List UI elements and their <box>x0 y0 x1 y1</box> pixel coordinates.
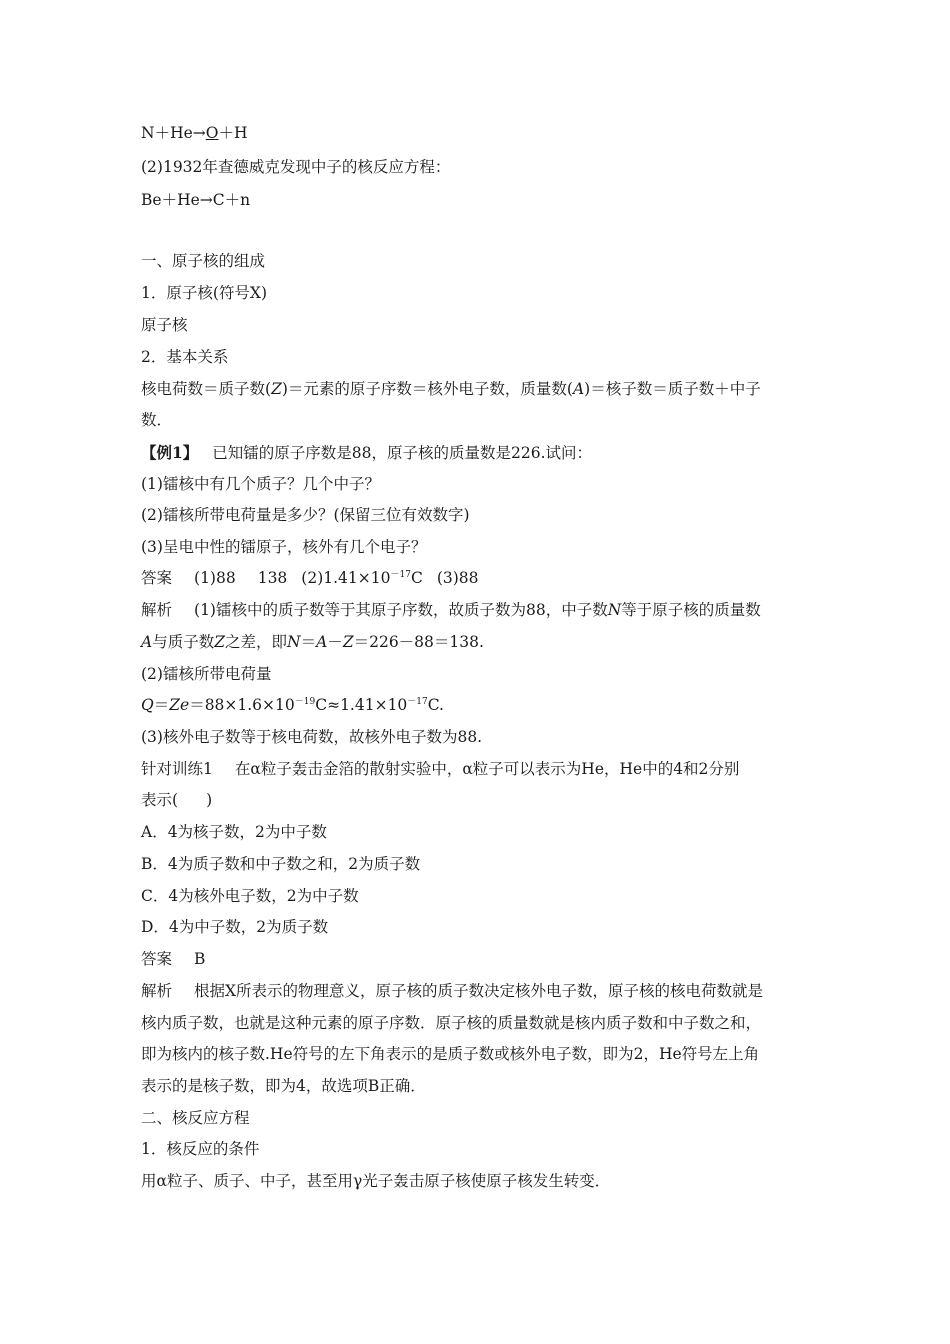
relation-text-c: )＝核子数＝质子数＋中子 <box>584 380 761 398</box>
reaction-equation-1 <box>141 123 821 143</box>
exp4-q: Q <box>141 696 154 714</box>
section-1-item-1-body: 原子核 <box>141 316 188 334</box>
answer-2 <box>141 949 821 969</box>
explanation-2-label: 解析 <box>141 982 173 1000</box>
relation-a: A <box>572 380 585 398</box>
explanation-1-line-1 <box>141 600 821 620</box>
exp4-exponent-1: －19 <box>294 697 316 707</box>
exp4-ze: Ze <box>169 696 190 714</box>
exp4-exponent-2: －17 <box>407 697 428 707</box>
explanation-1-line-4 <box>141 695 821 715</box>
training-label: 针对训练1 <box>141 760 213 778</box>
example-tag: 【例1】 <box>141 443 199 462</box>
eq1-oxygen: O <box>205 124 219 142</box>
exp2-text-b: 之差，即 <box>225 633 288 651</box>
answer-label: 答案 <box>141 569 173 587</box>
explanation-2-line-1 <box>141 981 821 1001</box>
exp4-eq: ＝ <box>153 696 170 714</box>
option-d: D．4为中子数，2为质子数 <box>141 918 329 936</box>
exp2-eq: ＝ <box>300 633 317 651</box>
option-a: A．4为核子数，2为中子数 <box>141 823 327 841</box>
exp2-text-a: 与质子数 <box>152 633 215 651</box>
answer-unit: C <box>410 569 423 587</box>
relation-line-2: 数． <box>141 411 173 429</box>
training-1-line-2 <box>141 790 821 810</box>
exp1-n: N <box>607 601 622 619</box>
exp1-text-b: 等于原子核的质量数 <box>621 601 761 619</box>
explanation-2-line-2: 核内质子数，也就是这种元素的原子序数．原子核的质量数就是核内质子数和中子数之和， <box>141 1014 762 1032</box>
exp2-z: Z <box>214 633 225 651</box>
answer-part-2: 138 <box>257 569 288 587</box>
eq1-right: ＋H <box>218 124 248 142</box>
option-c: C．4为核外电子数，2为中子数 <box>141 887 359 905</box>
exp2-minus: － <box>327 633 343 651</box>
relation-line-1 <box>141 379 821 399</box>
exp2-n: N <box>287 633 301 651</box>
explanation-1-line-2 <box>141 632 821 652</box>
section-1-title: 一、原子核的组成 <box>141 252 266 270</box>
question-3: (3)呈电中性的镭原子，核外有几个电子？ <box>141 538 427 556</box>
answer-part-5: (3)88 <box>436 569 479 587</box>
eq1-left: N＋He→ <box>141 124 206 142</box>
exp4-text-d: C. <box>427 696 444 714</box>
training-1 <box>141 759 821 779</box>
chadwick-heading: (2)1932年查德威克发现中子的核反应方程： <box>141 158 451 176</box>
answer-2-label: 答案 <box>141 950 173 968</box>
reaction-equation-2: Be＋He→C＋n <box>141 191 251 209</box>
answer-2-value: B <box>194 950 206 968</box>
explanation-2-line-3: 即为核内的核子数.He符号的左下角表示的是质子数或核外电子数，即为2，He符号左上角 <box>141 1045 760 1063</box>
answer-1 <box>141 568 821 588</box>
exp2-result: ＝226－88＝138. <box>353 633 484 651</box>
section-2-item-1: 1．核反应的条件 <box>141 1140 260 1158</box>
option-b: B．4为质子数和中子数之和，2为质子数 <box>141 855 421 873</box>
exp4-text-c: C≈1.41×10 <box>315 696 408 714</box>
explanation-2-text-1: 根据X所表示的物理意义，原子核的质子数决定核外电子数，原子核的核电荷数就是 <box>194 982 764 1000</box>
relation-text-b: )＝元素的原子序数＝核外电子数，质量数( <box>281 380 573 398</box>
exp2-a2: A <box>316 633 328 651</box>
explanation-2-line-4: 表示的是核子数，即为4，故选项B正确． <box>141 1077 426 1095</box>
explanation-1-line-3: (2)镭核所带电荷量 <box>141 665 272 683</box>
relation-text-a: 核电荷数＝质子数( <box>141 380 272 398</box>
explanation-1-line-5: (3)核外电子数等于核电荷数，故核外电子数为88. <box>141 728 483 746</box>
example-text: 已知镭的原子序数是88，原子核的质量数是226.试问： <box>212 444 593 462</box>
answer-part-1: (1)88 <box>194 569 236 587</box>
section-2-item-1-body: 用α粒子、质子、中子，甚至用γ光子轰击原子核使原子核发生转变． <box>141 1172 611 1190</box>
relation-z: Z <box>271 380 282 398</box>
exp2-a: A <box>141 633 153 651</box>
training-paren-open: 表示( <box>141 791 179 809</box>
answer-exponent: －17 <box>390 570 411 580</box>
section-1-item-1: 1．原子核(符号X) <box>141 284 267 302</box>
training-paren-close: ) <box>206 791 213 809</box>
section-1-item-2: 2．基本关系 <box>141 348 229 366</box>
exp2-z2: Z <box>342 633 354 651</box>
section-2-title: 二、核反应方程 <box>141 1109 250 1127</box>
exp4-text-b: ＝88×1.6×10 <box>189 696 295 714</box>
training-text: 在α粒子轰击金箔的散射实验中，α粒子可以表示为He，He中的4和2分别 <box>234 760 740 778</box>
answer-part-3: (2)1.41×10 <box>301 569 391 587</box>
question-1: (1)镭核中有几个质子？几个中子？ <box>141 475 380 493</box>
exp1-text-a: (1)镭核中的质子数等于其原子序数，故质子数为88，中子数 <box>194 601 608 619</box>
explanation-label: 解析 <box>141 601 173 619</box>
example-1 <box>141 443 821 463</box>
question-2: (2)镭核所带电荷量是多少？(保留三位有效数字) <box>141 506 470 524</box>
